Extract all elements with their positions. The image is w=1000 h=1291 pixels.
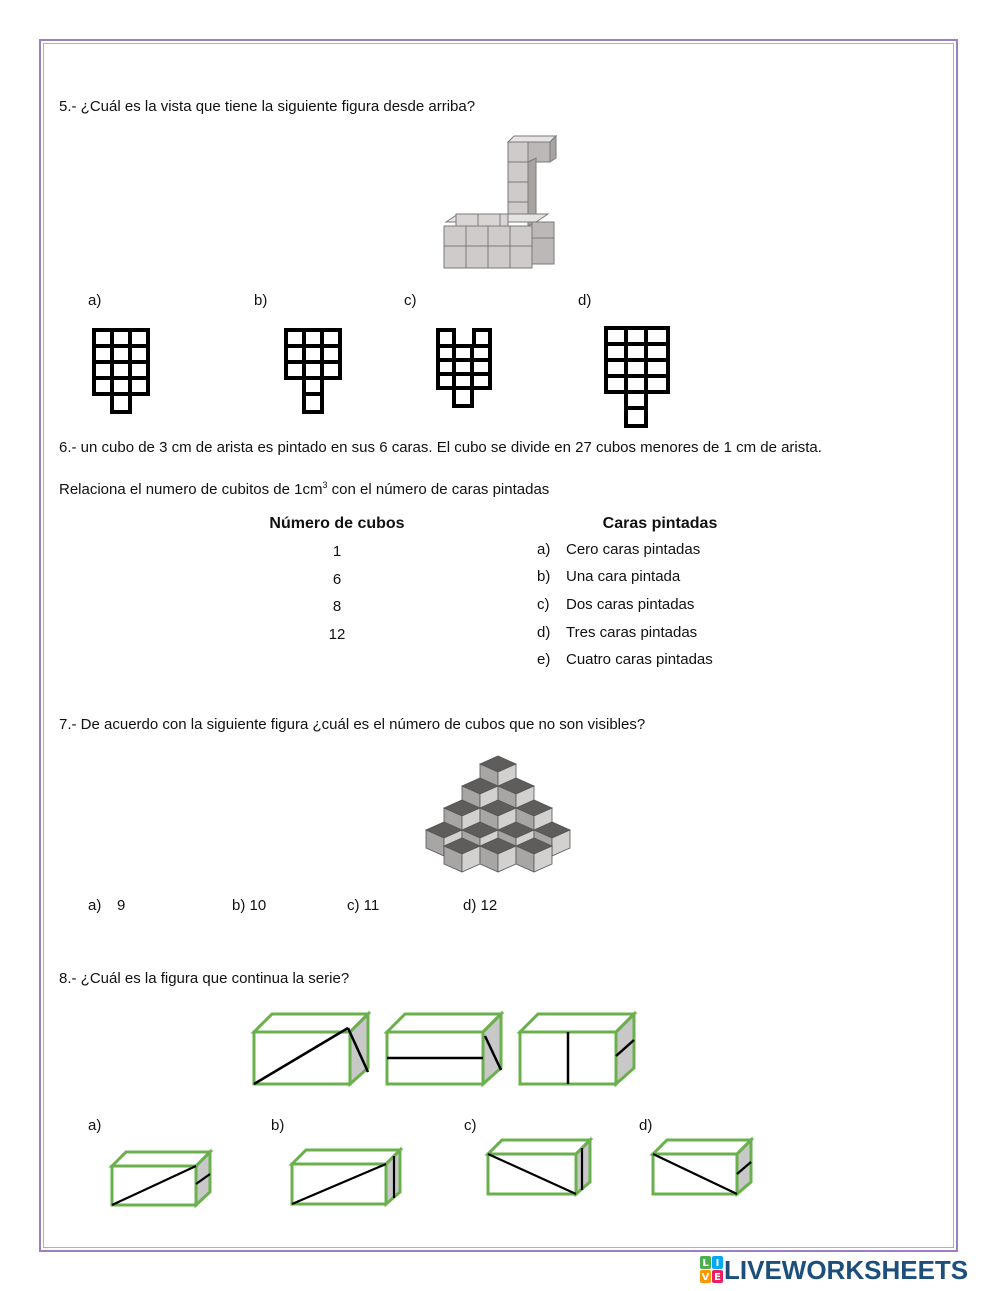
q8-option-a[interactable]: a) <box>88 1117 102 1134</box>
q8-answer-prism-c[interactable] <box>486 1136 596 1198</box>
q6-col2-header: Caras pintadas <box>602 515 718 532</box>
q6-col2-text: Cuatro caras pintadas <box>566 651 713 668</box>
q8-series-prism-2 <box>385 1010 505 1088</box>
q6-col2-text: Cero caras pintadas <box>566 541 701 558</box>
q6-col2-letter: b) <box>537 568 551 585</box>
q5-grid-a <box>92 328 152 416</box>
logo-letter: L <box>702 1258 709 1269</box>
q5-grid-b <box>284 328 344 416</box>
q8-answer-prism-a[interactable] <box>110 1150 214 1208</box>
q8-option-d[interactable]: d) <box>639 1117 653 1134</box>
q6-col1-value: 8 <box>332 598 342 615</box>
q5-option-c[interactable]: c) <box>404 292 417 309</box>
liveworksheets-logo-text: LIVEWORKSHEETS <box>724 1254 969 1285</box>
logo-letter: V <box>701 1272 710 1283</box>
q6-col1-value: 1 <box>332 543 342 560</box>
q8-series-prism-1 <box>252 1010 372 1088</box>
q6-col2-letter: c) <box>537 596 550 613</box>
q6-col2-letter: d) <box>537 624 551 641</box>
liveworksheets-logo <box>700 1255 968 1285</box>
q7-option-c[interactable]: c) 11 <box>347 897 380 914</box>
q6-col1-header: Número de cubos <box>269 515 405 532</box>
logo-letter: E <box>714 1272 721 1283</box>
q5-option-b[interactable]: b) <box>254 292 268 309</box>
q6-instruction: Relaciona el numero de cubitos de $1cm^3$ con el número de caras pintadas <box>59 480 550 498</box>
q6-col2-letter: e) <box>537 651 551 668</box>
q6-col2-text: Tres caras pintadas <box>566 624 698 641</box>
q5-question: 5.- ¿Cuál es la vista que tiene la siguiente figura desde arriba? <box>59 98 476 115</box>
q5-option-a[interactable]: a) <box>88 292 102 309</box>
q7-cube-pyramid <box>424 756 574 876</box>
q7-option-a[interactable]: a) <box>88 897 102 914</box>
q5-option-d[interactable]: d) <box>578 292 592 309</box>
q5-grid-d <box>604 326 672 430</box>
q6-col2-text: Una cara pintada <box>566 568 681 585</box>
q8-question: 8.- ¿Cuál es la figura que continua la serie? <box>59 970 350 987</box>
q5-cube-figure <box>438 138 558 272</box>
q8-option-c[interactable]: c) <box>464 1117 477 1134</box>
q7-question: 7.- De acuerdo con la siguiente figura ¿cuál es el número de cubos que no son visibles? <box>59 716 646 733</box>
q7-option-a-value[interactable]: 9 <box>117 897 126 914</box>
q6-statement: 6.- un cubo de 3 cm de arista es pintado en sus 6 caras. El cubo se divide en 27 cubos menores de 1 cm de arista. <box>59 439 822 456</box>
q7-option-b[interactable]: b) 10 <box>232 897 267 914</box>
q8-answer-prism-d[interactable] <box>651 1136 755 1198</box>
logo-letter: I <box>715 1258 720 1269</box>
q6-col1-value: 12 <box>328 626 346 643</box>
liveworksheets-logo-icon <box>700 1256 724 1284</box>
q6-col2-text: Dos caras pintadas <box>566 596 695 613</box>
q5-grid-c <box>436 328 496 410</box>
q6-col2-letter: a) <box>537 541 551 558</box>
q6-col1-value: 6 <box>332 571 342 588</box>
q8-answer-prism-b[interactable] <box>290 1148 404 1208</box>
q8-option-b[interactable]: b) <box>271 1117 285 1134</box>
q8-series-prism-3 <box>518 1010 638 1088</box>
q7-option-d[interactable]: d) 12 <box>463 897 498 914</box>
